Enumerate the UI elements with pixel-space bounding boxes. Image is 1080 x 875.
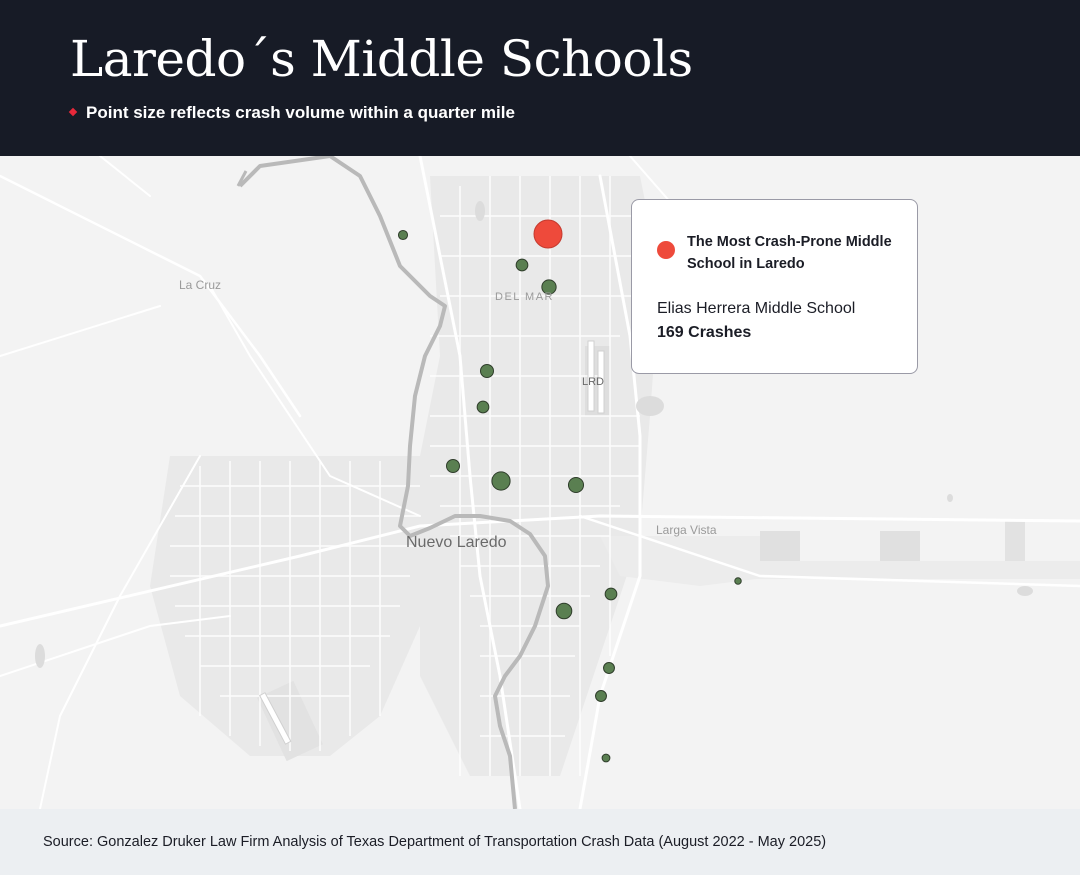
callout-heading: The Most Crash-Prone Middle School in Laredo — [687, 234, 892, 272]
school-marker[interactable] — [481, 365, 494, 378]
source-note: Source: Gonzalez Druker Law Firm Analysis of Texas Department of Transportation Crash Data (August 2022 - May 2025) — [43, 834, 827, 850]
school-marker[interactable] — [492, 472, 510, 490]
subtitle-text: Point size reflects crash volume within a quarter mile — [86, 103, 515, 122]
place-label-del-mar: DEL MAR — [495, 291, 554, 303]
school-marker[interactable] — [556, 603, 572, 619]
map-canvas — [0, 156, 1080, 809]
school-marker[interactable] — [605, 588, 617, 600]
callout-crash-count: 169 Crashes — [657, 324, 752, 341]
diamond-bullet-icon — [69, 107, 77, 115]
highlight-school-marker[interactable] — [534, 220, 562, 248]
place-label-airport: LRD — [582, 376, 605, 388]
school-marker[interactable] — [516, 259, 528, 271]
place-label-larga-vista: Larga Vista — [656, 523, 717, 537]
map[interactable] — [0, 156, 1080, 809]
school-marker[interactable] — [735, 578, 742, 585]
school-marker[interactable] — [604, 663, 615, 674]
school-marker[interactable] — [602, 754, 610, 762]
school-marker[interactable] — [477, 401, 489, 413]
page-title: Laredo´s Middle Schools — [70, 30, 693, 88]
highlight-dot-icon — [657, 241, 675, 259]
school-marker[interactable] — [447, 460, 460, 473]
place-label-nuevo-laredo: Nuevo Laredo — [406, 534, 507, 551]
highlight-callout — [631, 199, 918, 374]
school-marker[interactable] — [568, 477, 583, 492]
school-marker[interactable] — [596, 691, 607, 702]
page-subtitle — [70, 103, 515, 123]
footer — [0, 809, 1080, 875]
header — [0, 0, 1080, 156]
callout-school-name: Elias Herrera Middle School — [657, 300, 856, 317]
school-marker[interactable] — [398, 230, 407, 239]
place-label-la-cruz: La Cruz — [179, 278, 222, 292]
